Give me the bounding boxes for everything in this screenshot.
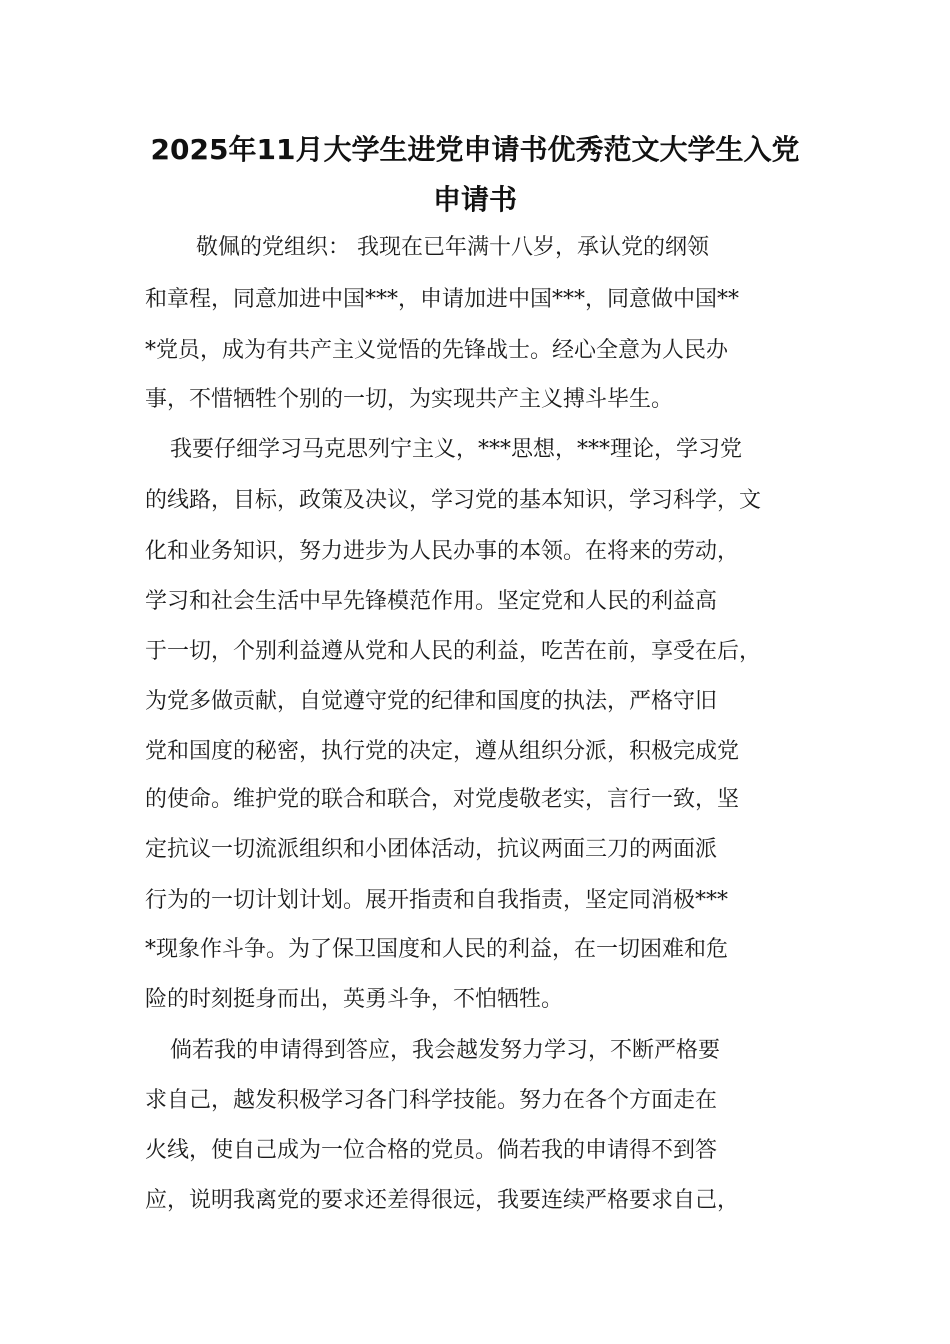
paragraph-3-line-3: 火线，使自己成为一位合格的党员。倘若我的申请得不到答: [145, 1138, 718, 1163]
paragraph-2-line-7: 党和国度的秘密，执行党的决定，遵从组织分派，积极完成党: [145, 739, 740, 764]
paragraph-2-line-5: 于一切，个别利益遵从党和人民的利益，吃苦在前，享受在后，: [145, 639, 762, 664]
paragraph-3-line-4: 应，说明我离党的要求还差得很远，我要连续严格要求自己，: [145, 1188, 740, 1213]
paragraph-3-line-2: 求自己，越发积极学习各门科学技能。努力在各个方面走在: [145, 1088, 718, 1113]
paragraph-2-line-12: 险的时刻挺身而出，英勇斗争，不怕牺牲。: [145, 987, 564, 1012]
paragraph-2-line-9: 定抗议一切流派组织和小团体活动，抗议两面三刀的两面派: [145, 837, 718, 862]
paragraph-1-line-1: 敬佩的党组织： 我现在已年满十八岁，承认党的纲领: [196, 235, 709, 260]
paragraph-2-line-10: 行为的一切计划计划。展开指责和自我指责，坚定同消极***: [145, 888, 729, 913]
paragraph-2-line-3: 化和业务知识，努力进步为人民办事的本领。在将来的劳动，: [145, 539, 740, 564]
paragraph-2-line-8: 的使命。维护党的联合和联合，对党虔敬老实，言行一致，坚: [145, 787, 740, 812]
paragraph-1-line-3: *党员，成为有共产主义觉悟的先锋战士。经心全意为人民办: [145, 338, 729, 363]
document-title-line-2: 申请书: [432, 183, 517, 216]
paragraph-2-line-6: 为党多做贡献，自觉遵守党的纪律和国度的执法，严格守旧: [145, 689, 718, 714]
paragraph-2-line-2: 的线路，目标，政策及决议，学习党的基本知识，学习科学，文: [145, 488, 762, 513]
paragraph-3-line-1: 倘若我的申请得到答应，我会越发努力学习，不断严格要: [170, 1038, 721, 1063]
paragraph-1-line-4: 事，不惜牺牲个别的一切，为实现共产主义搏斗毕生。: [145, 387, 674, 412]
paragraph-2-line-11: *现象作斗争。为了保卫国度和人民的利益，在一切困难和危: [145, 937, 729, 962]
paragraph-2-line-4: 学习和社会生活中早先锋模范作用。坚定党和人民的利益高: [145, 589, 718, 614]
document-title-line-1: 2025年11月大学生进党申请书优秀范文大学生入党: [150, 133, 800, 166]
paragraph-2-line-1: 我要仔细学习马克思列宁主义，***思想，***理论，学习党: [170, 437, 743, 462]
paragraph-1-line-2: 和章程，同意加进中国***，申请加进中国***，同意做中国**: [145, 287, 740, 312]
